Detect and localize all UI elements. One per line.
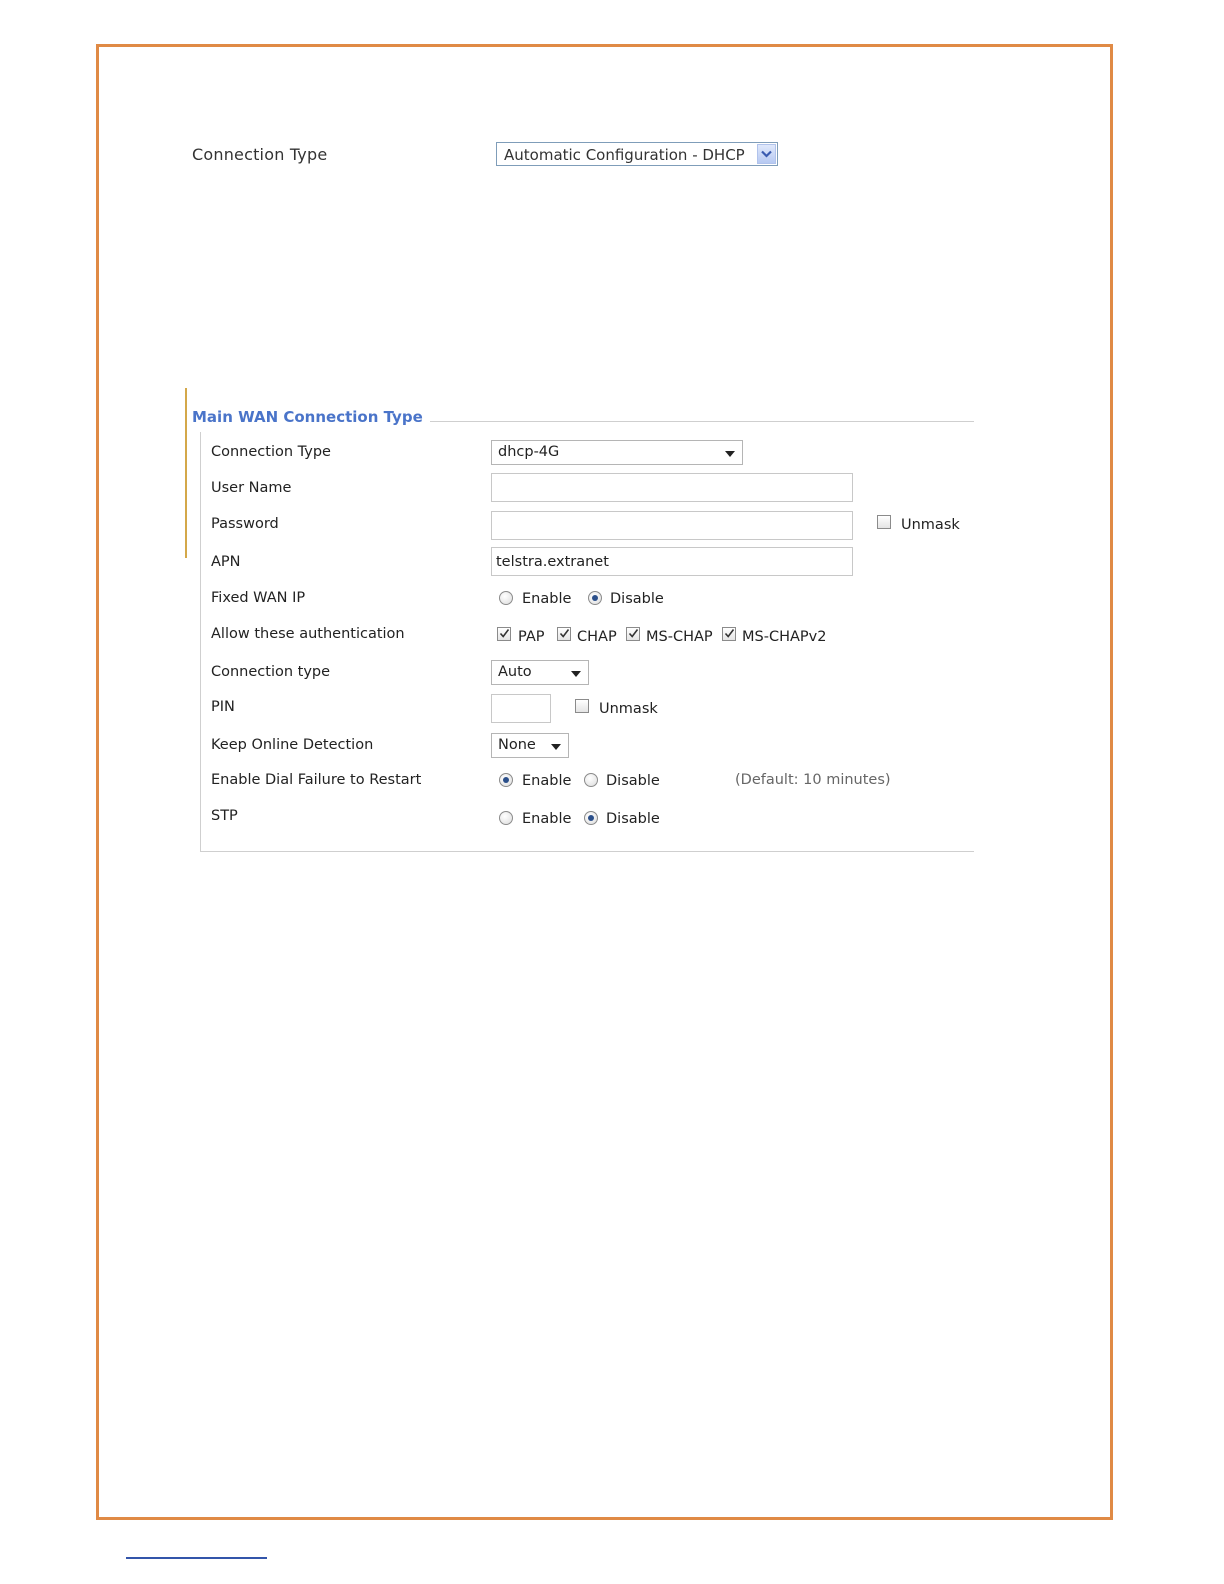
pin-input[interactable]	[492, 695, 550, 722]
stp-disable-radio[interactable]	[584, 811, 598, 825]
fixed-wan-ip-label: Fixed WAN IP	[211, 590, 306, 606]
user-name-field[interactable]	[491, 473, 853, 502]
fixed-wan-ip-disable-radio[interactable]	[588, 591, 602, 605]
fixed-wan-ip-enable-radio[interactable]	[499, 591, 513, 605]
fieldset-border-left	[200, 432, 201, 852]
pin-unmask-checkbox[interactable]	[575, 699, 589, 713]
keep-online-label: Keep Online Detection	[211, 737, 374, 753]
auth-ms-chapv2-label: MS-CHAPv2	[742, 629, 827, 645]
check-icon	[499, 628, 510, 639]
password-field[interactable]	[491, 511, 853, 540]
dial-failure-hint: (Default: 10 minutes)	[735, 772, 891, 788]
user-name-label: User Name	[211, 480, 292, 496]
connection-mode-value: Auto	[498, 664, 532, 680]
auth-pap-checkbox[interactable]	[497, 627, 511, 641]
auth-label: Allow these authentication	[211, 626, 405, 642]
pin-unmask-label: Unmask	[599, 701, 658, 717]
keep-online-select[interactable]	[491, 733, 569, 758]
connection-type-value: dhcp-4G	[498, 444, 560, 460]
dropdown-arrow-button[interactable]	[757, 144, 776, 164]
pin-label: PIN	[211, 699, 235, 715]
connection-type-label: Connection Type	[211, 444, 331, 460]
dial-failure-disable-label: Disable	[606, 773, 660, 789]
dial-failure-enable-label: Enable	[522, 773, 572, 789]
accent-bar	[185, 388, 187, 558]
auth-ms-chap-checkbox[interactable]	[626, 627, 640, 641]
user-name-input[interactable]	[492, 474, 852, 501]
password-input[interactable]	[492, 512, 852, 539]
connection-mode-label: Connection type	[211, 664, 331, 680]
fixed-wan-ip-disable-label: Disable	[610, 591, 664, 607]
footer-line	[126, 1557, 267, 1559]
auth-ms-chapv2-checkbox[interactable]	[722, 627, 736, 641]
section-title: Main WAN Connection Type	[192, 408, 423, 426]
top-connection-type-label: Connection Type	[192, 145, 328, 164]
top-connection-type-value: Automatic Configuration - DHCP	[504, 146, 745, 164]
stp-disable-label: Disable	[606, 811, 660, 827]
stp-enable-radio[interactable]	[499, 811, 513, 825]
check-icon	[628, 628, 639, 639]
password-unmask-label: Unmask	[901, 517, 960, 533]
password-unmask-checkbox[interactable]	[877, 515, 891, 529]
check-icon	[559, 628, 570, 639]
caret-down-icon	[571, 671, 581, 677]
stp-enable-label: Enable	[522, 811, 572, 827]
keep-online-value: None	[498, 737, 536, 753]
chevron-down-icon	[761, 150, 772, 158]
check-icon	[724, 628, 735, 639]
top-connection-type-select[interactable]	[496, 142, 778, 166]
fixed-wan-ip-enable-label: Enable	[522, 591, 572, 607]
caret-down-icon	[551, 744, 561, 750]
apn-label: APN	[211, 554, 241, 570]
auth-pap-label: PAP	[518, 629, 545, 645]
dial-failure-label: Enable Dial Failure to Restart	[211, 772, 422, 788]
dial-failure-enable-radio[interactable]	[499, 773, 513, 787]
stp-label: STP	[211, 808, 238, 824]
title-rule	[430, 421, 974, 422]
connection-mode-select[interactable]	[491, 660, 589, 685]
connection-type-select[interactable]	[491, 440, 743, 465]
password-label: Password	[211, 516, 279, 532]
apn-field[interactable]	[491, 547, 853, 576]
dial-failure-disable-radio[interactable]	[584, 773, 598, 787]
auth-chap-checkbox[interactable]	[557, 627, 571, 641]
auth-chap-label: CHAP	[577, 629, 617, 645]
fieldset-border-bottom	[200, 851, 974, 852]
auth-ms-chap-label: MS-CHAP	[646, 629, 713, 645]
caret-down-icon	[725, 451, 735, 457]
pin-field[interactable]	[491, 694, 551, 723]
apn-input[interactable]	[492, 548, 852, 575]
